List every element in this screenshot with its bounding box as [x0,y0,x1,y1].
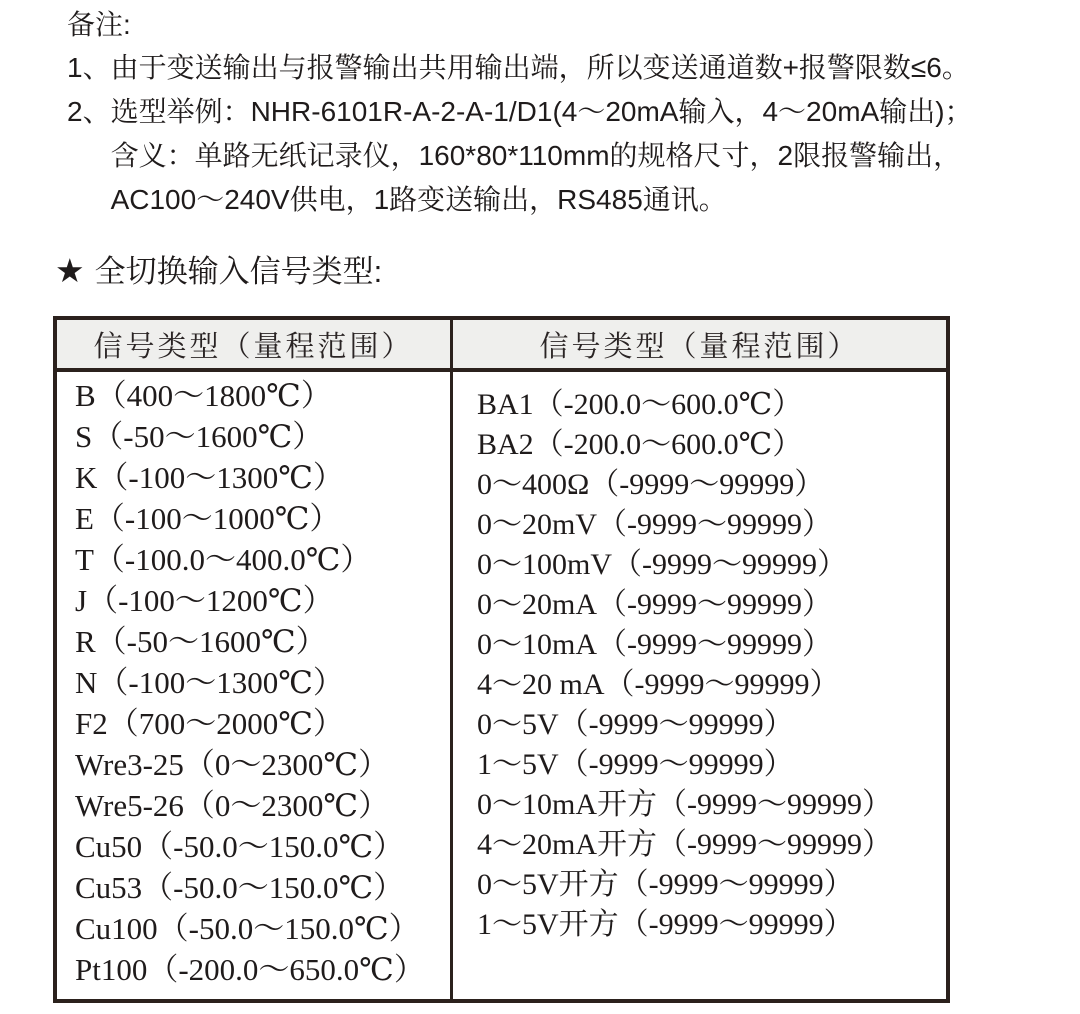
table-row: N（-100～1300℃） [75,665,344,700]
table-row: K（-100～1300℃） [75,460,344,495]
table-row: 1～5V（-9999～99999） [477,748,794,781]
table-row: Wre3-25（0～2300℃） [75,747,390,782]
table-row: 4～20mA开方（-9999～99999） [477,828,892,861]
table-row: R（-50～1600℃） [75,624,327,659]
note-line: AC100～240V供电，1路变送输出，RS485通讯。 [110,184,727,215]
table-row: 0～20mA（-9999～99999） [477,588,832,621]
table-header-left: 信号类型（量程范围） [57,320,453,368]
note-item-2 [67,90,973,222]
table-column-right [453,372,946,999]
note-number: 2、 [67,96,111,127]
table-body [57,372,946,999]
signal-type-table [53,316,950,1003]
table-row: 0～5V（-9999～99999） [477,708,794,741]
table-row: J（-100～1200℃） [75,583,334,618]
star-icon: ★ [55,252,85,289]
table-row: E（-100～1000℃） [75,501,341,536]
section-heading [55,250,382,293]
table-column-left [57,372,453,999]
table-row: Cu53（-50.0～150.0℃） [75,870,405,905]
table-row: Cu50（-50.0～150.0℃） [75,829,405,864]
table-row: 0～10mA（-9999～99999） [477,628,832,661]
table-row: Pt100（-200.0～650.0℃） [75,952,425,987]
table-row: 1～5V开方（-9999～99999） [477,908,854,941]
table-row: 0～5V开方（-9999～99999） [477,868,854,901]
note-line: 含义：单路无纸记录仪，160*80*110mm的规格尺寸，2限报警输出， [110,140,962,171]
table-row: BA2（-200.0～600.0℃） [477,428,803,461]
note-text [111,46,970,90]
table-row: 4～20 mA（-9999～99999） [477,668,840,701]
table-row: 0～100mV（-9999～99999） [477,548,847,581]
table-row: T（-100.0～400.0℃） [75,542,372,577]
note-item-1 [67,46,970,90]
note-number: 1、 [67,52,111,83]
table-header-row [57,320,946,372]
table-row: S（-50～1600℃） [75,419,324,454]
note-text [111,90,973,222]
table-row: 0～400Ω（-9999～99999） [477,468,825,501]
table-row: 0～10mA开方（-9999～99999） [477,788,892,821]
table-row: Wre5-26（0～2300℃） [75,788,390,823]
table-row: BA1（-200.0～600.0℃） [477,388,803,421]
notes-title: 备注: [67,9,131,40]
table-row: 0～20mV（-9999～99999） [477,508,832,541]
note-line: 由于变送输出与报警输出共用输出端，所以变送通道数+报警限数≤6。 [110,52,970,83]
section-title: 全切换输入信号类型: [94,254,383,289]
table-row: F2（700～2000℃） [75,706,344,741]
table-header-right: 信号类型（量程范围） [539,330,860,363]
table-row: B（400～1800℃） [75,378,332,413]
note-line: 选型举例：NHR-6101R-A-2-A-1/D1(4～20mA输入，4～20mA输出)； [110,96,973,127]
table-row: Cu100（-50.0～150.0℃） [75,911,420,946]
